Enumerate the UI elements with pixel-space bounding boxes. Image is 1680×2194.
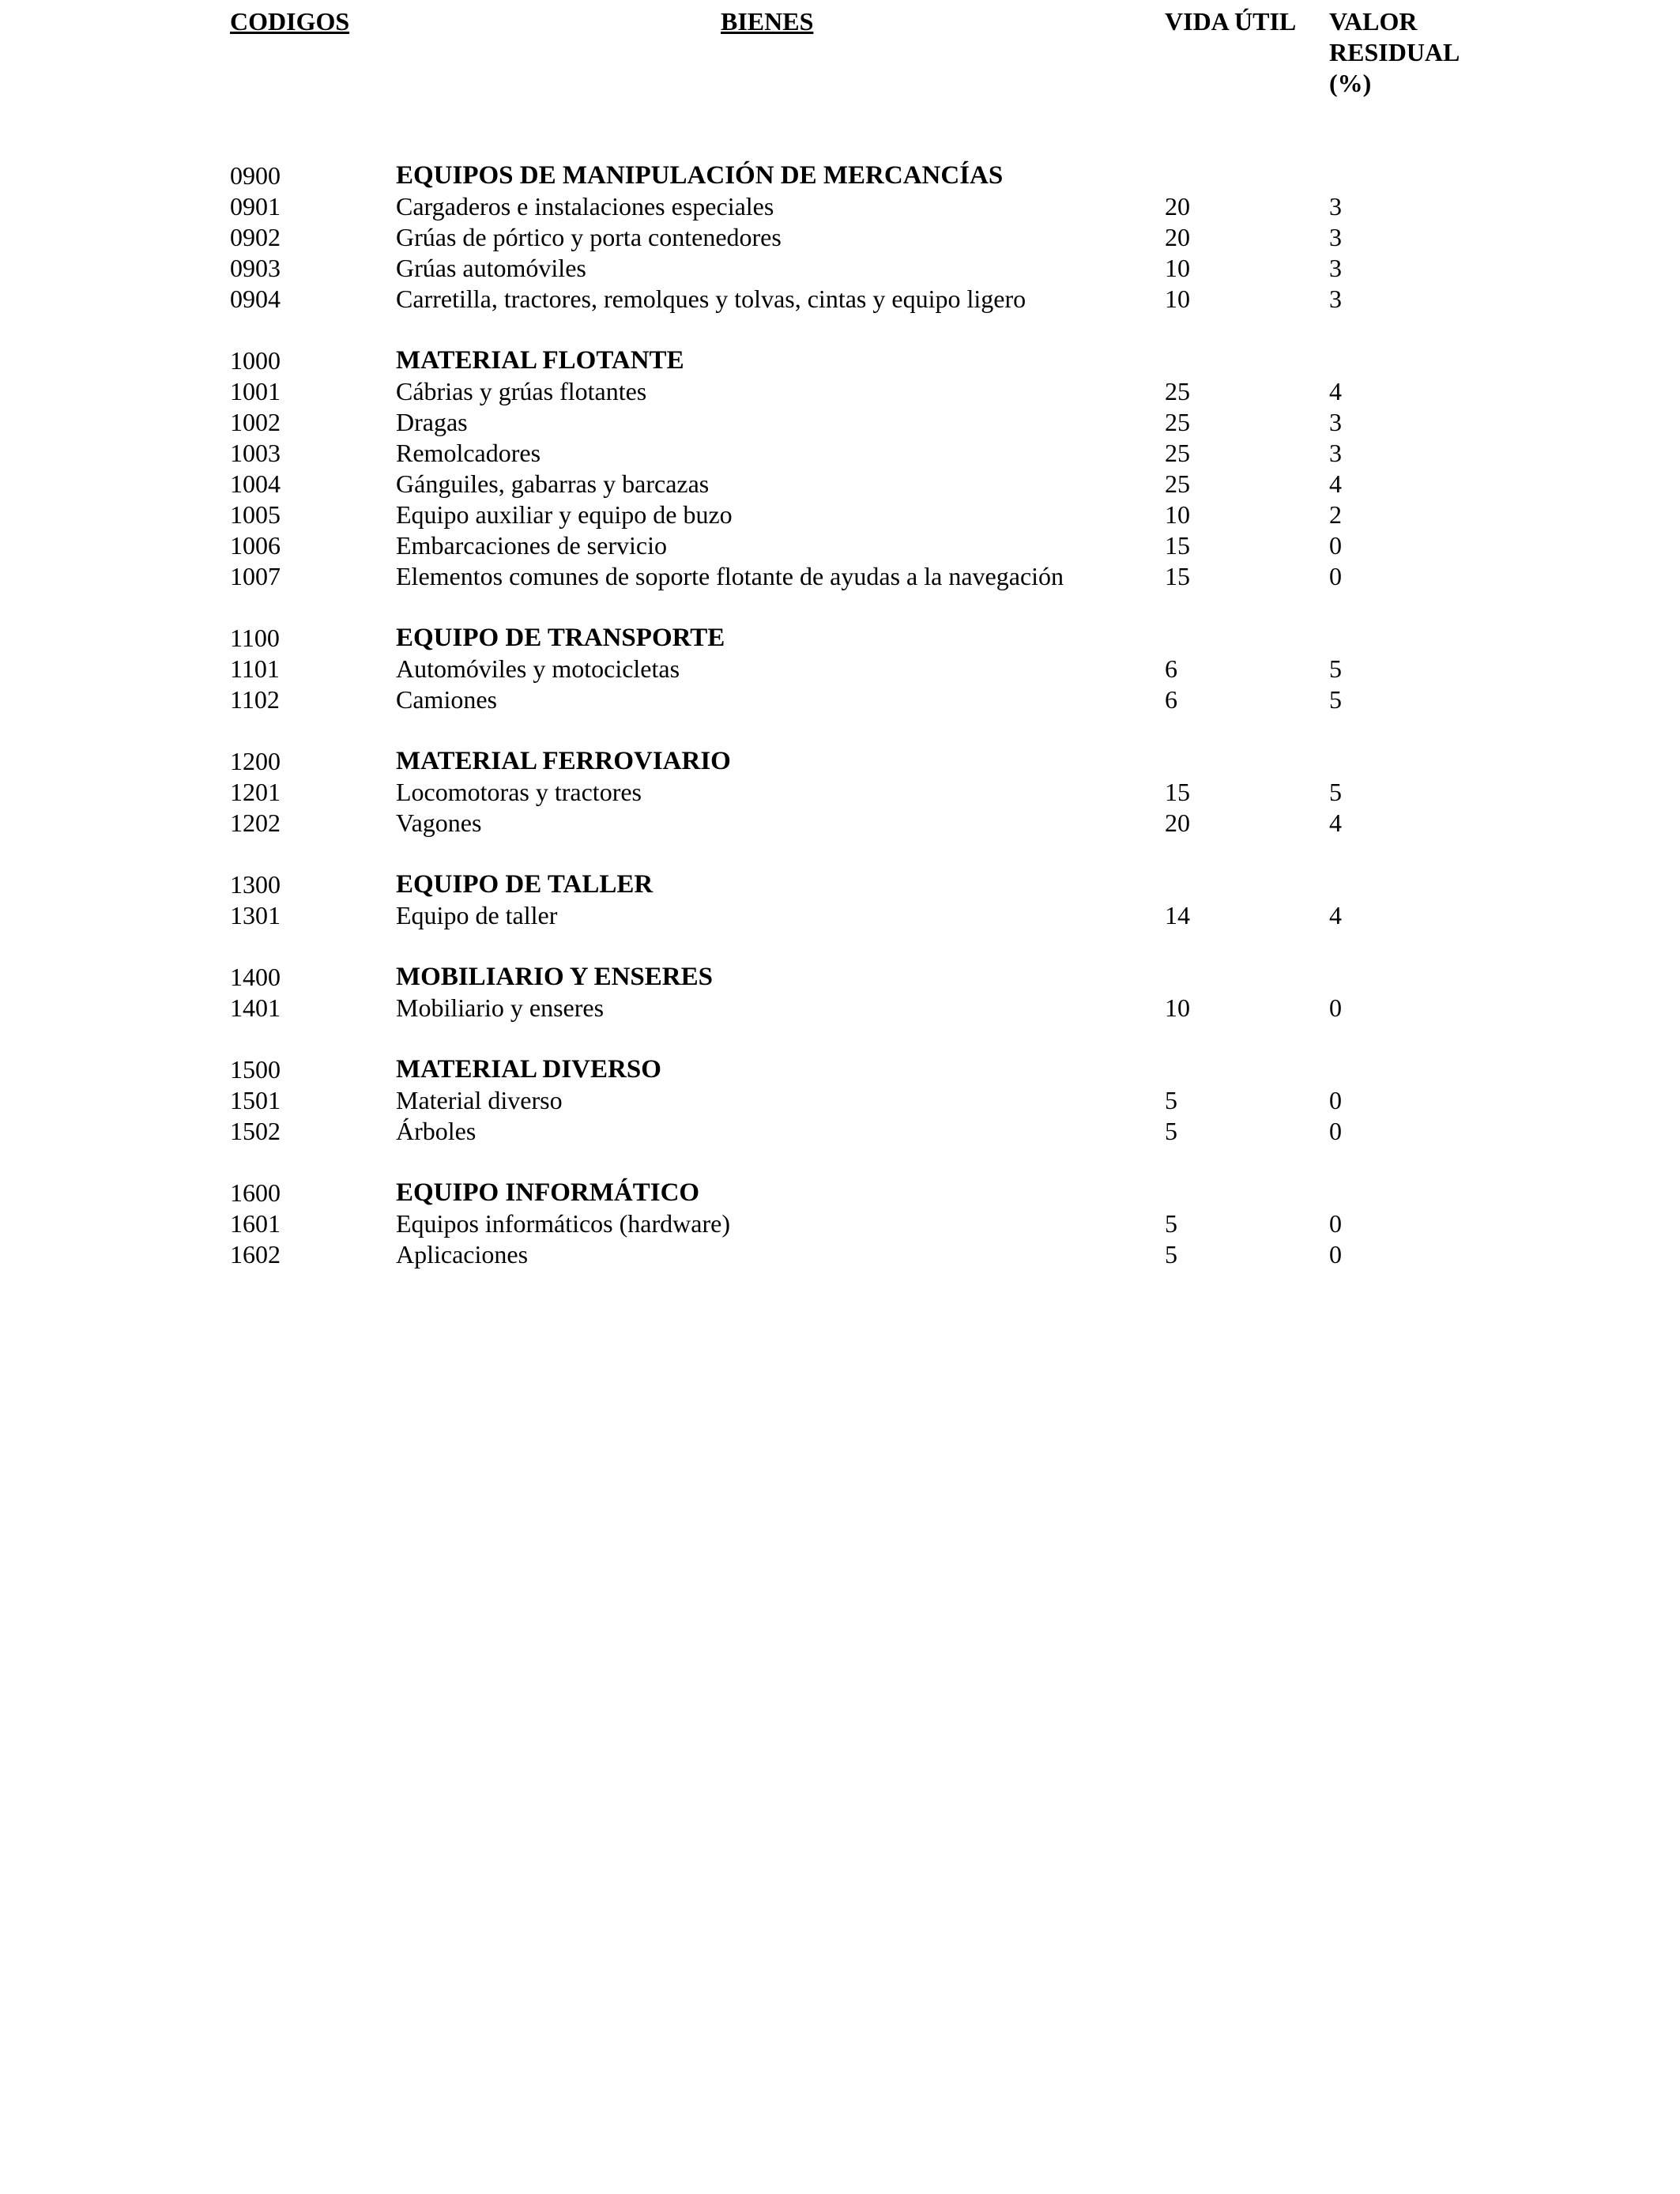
item-vida-util: 25 — [1165, 408, 1190, 436]
item-vida-util: 15 — [1165, 778, 1190, 806]
item-name: Árboles — [396, 1117, 477, 1145]
item-code: 1002 — [230, 408, 281, 436]
item-name: Dragas — [396, 408, 468, 436]
asset-group — [0, 623, 1680, 715]
item-code: 1602 — [230, 1240, 281, 1269]
category-title: MATERIAL FLOTANTE — [396, 346, 684, 375]
category-row — [0, 869, 1680, 900]
table-row — [0, 1239, 1680, 1270]
item-name: Aplicaciones — [396, 1240, 529, 1269]
item-valor-residual: 5 — [1329, 778, 1342, 806]
asset-group — [0, 160, 1680, 315]
category-code: 0900 — [230, 161, 281, 190]
item-vida-util: 5 — [1165, 1086, 1177, 1114]
item-code: 1101 — [230, 654, 280, 683]
table-row — [0, 191, 1680, 222]
item-code: 1005 — [230, 500, 281, 529]
item-name: Mobiliario y enseres — [396, 993, 605, 1022]
item-valor-residual: 3 — [1329, 285, 1342, 313]
table-row — [0, 561, 1680, 592]
table-row — [0, 777, 1680, 808]
category-row — [0, 1178, 1680, 1208]
asset-group — [0, 1178, 1680, 1270]
item-name: Equipo de taller — [396, 901, 558, 929]
item-valor-residual: 5 — [1329, 685, 1342, 714]
item-name: Elementos comunes de soporte flotante de ayudas a la navegación — [396, 562, 1064, 590]
item-valor-residual: 0 — [1329, 1086, 1342, 1114]
table-row — [0, 222, 1680, 253]
category-row — [0, 746, 1680, 777]
category-title: EQUIPO DE TRANSPORTE — [396, 624, 725, 652]
item-code: 1003 — [230, 439, 281, 467]
item-vida-util: 20 — [1165, 223, 1190, 251]
item-valor-residual: 3 — [1329, 439, 1342, 467]
table-row — [0, 376, 1680, 407]
category-title: MATERIAL FERROVIARIO — [396, 747, 731, 775]
item-vida-util: 15 — [1165, 562, 1190, 590]
category-title: MATERIAL DIVERSO — [396, 1055, 661, 1084]
group-spacer — [0, 1147, 1680, 1178]
table-row — [0, 900, 1680, 931]
table-row — [0, 808, 1680, 839]
category-code: 1500 — [230, 1055, 281, 1084]
asset-group — [0, 869, 1680, 931]
item-valor-residual: 0 — [1329, 1117, 1342, 1145]
item-valor-residual: 0 — [1329, 993, 1342, 1022]
item-valor-residual: 2 — [1329, 500, 1342, 529]
item-name: Gánguiles, gabarras y barcazas — [396, 469, 710, 498]
group-spacer — [0, 592, 1680, 623]
item-valor-residual: 3 — [1329, 192, 1342, 221]
item-vida-util: 6 — [1165, 685, 1177, 714]
item-code: 1006 — [230, 531, 281, 560]
table-row — [0, 654, 1680, 684]
item-name: Equipos informáticos (hardware) — [396, 1209, 730, 1238]
table-row — [0, 530, 1680, 561]
asset-table — [0, 160, 1680, 1270]
asset-group — [0, 345, 1680, 592]
header-vida-util: VIDA ÚTIL — [1165, 7, 1297, 36]
item-valor-residual: 0 — [1329, 1240, 1342, 1269]
item-valor-residual: 3 — [1329, 254, 1342, 282]
category-code: 1100 — [230, 624, 280, 652]
item-code: 1401 — [230, 993, 281, 1022]
table-row — [0, 407, 1680, 438]
item-code: 1601 — [230, 1209, 281, 1238]
item-vida-util: 20 — [1165, 192, 1190, 221]
category-code: 1000 — [230, 346, 281, 375]
category-code: 1300 — [230, 870, 281, 899]
item-name: Equipo auxiliar y equipo de buzo — [396, 500, 733, 529]
category-row — [0, 623, 1680, 654]
item-name: Carretilla, tractores, remolques y tolvas, cintas y equipo ligero — [396, 285, 1026, 313]
group-spacer — [0, 839, 1680, 869]
item-code: 1501 — [230, 1086, 281, 1114]
item-valor-residual: 4 — [1329, 469, 1342, 498]
table-row — [0, 499, 1680, 530]
item-name: Grúas de pórtico y porta contenedores — [396, 223, 782, 251]
item-vida-util: 10 — [1165, 500, 1190, 529]
table-row — [0, 993, 1680, 1023]
item-valor-residual: 5 — [1329, 654, 1342, 683]
item-code: 0902 — [230, 223, 281, 251]
asset-group — [0, 746, 1680, 839]
group-spacer — [0, 1023, 1680, 1054]
table-row — [0, 1116, 1680, 1147]
item-code: 0904 — [230, 285, 281, 313]
category-title: EQUIPO DE TALLER — [396, 870, 654, 899]
category-title: MOBILIARIO Y ENSERES — [396, 963, 713, 991]
category-row — [0, 160, 1680, 191]
item-vida-util: 5 — [1165, 1209, 1177, 1238]
category-code: 1600 — [230, 1178, 281, 1207]
table-row — [0, 1208, 1680, 1239]
asset-group — [0, 1054, 1680, 1147]
item-name: Cábrias y grúas flotantes — [396, 377, 647, 405]
item-code: 1301 — [230, 901, 281, 929]
category-code: 1200 — [230, 747, 281, 775]
item-code: 1102 — [230, 685, 280, 714]
item-name: Embarcaciones de servicio — [396, 531, 667, 560]
group-spacer — [0, 931, 1680, 962]
item-vida-util: 5 — [1165, 1240, 1177, 1269]
table-row — [0, 284, 1680, 315]
item-valor-residual: 4 — [1329, 901, 1342, 929]
group-spacer — [0, 315, 1680, 345]
header-bienes: BIENES — [721, 7, 814, 36]
item-vida-util: 14 — [1165, 901, 1190, 929]
category-code: 1400 — [230, 963, 281, 991]
item-valor-residual: 0 — [1329, 562, 1342, 590]
item-name: Remolcadores — [396, 439, 541, 467]
table-row — [0, 438, 1680, 469]
item-vida-util: 10 — [1165, 285, 1190, 313]
item-name: Automóviles y motocicletas — [396, 654, 680, 683]
item-code: 1007 — [230, 562, 281, 590]
item-vida-util: 15 — [1165, 531, 1190, 560]
item-vida-util: 20 — [1165, 809, 1190, 837]
item-name: Vagones — [396, 809, 482, 837]
table-row — [0, 253, 1680, 284]
item-vida-util: 10 — [1165, 254, 1190, 282]
table-row — [0, 684, 1680, 715]
header-valor-residual: VALOR RESIDUAL (%) — [1329, 7, 1460, 97]
item-vida-util: 10 — [1165, 993, 1190, 1022]
table-row — [0, 1085, 1680, 1116]
item-valor-residual: 0 — [1329, 1209, 1342, 1238]
item-name: Locomotoras y tractores — [396, 778, 642, 806]
item-valor-residual: 3 — [1329, 408, 1342, 436]
item-code: 0901 — [230, 192, 281, 221]
table-row — [0, 469, 1680, 499]
category-title: EQUIPOS DE MANIPULACIÓN DE MERCANCÍAS — [396, 161, 1004, 190]
item-valor-residual: 3 — [1329, 223, 1342, 251]
item-code: 1201 — [230, 778, 281, 806]
item-name: Cargaderos e instalaciones especiales — [396, 192, 774, 221]
item-name: Grúas automóviles — [396, 254, 586, 282]
item-code: 0903 — [230, 254, 281, 282]
item-vida-util: 5 — [1165, 1117, 1177, 1145]
item-code: 1202 — [230, 809, 281, 837]
header-codigos: CODIGOS — [230, 7, 350, 36]
category-row — [0, 345, 1680, 376]
item-code: 1001 — [230, 377, 281, 405]
item-valor-residual: 4 — [1329, 377, 1342, 405]
item-vida-util: 25 — [1165, 469, 1190, 498]
category-row — [0, 1054, 1680, 1085]
item-name: Material diverso — [396, 1086, 563, 1114]
item-code: 1004 — [230, 469, 281, 498]
item-vida-util: 25 — [1165, 439, 1190, 467]
item-vida-util: 6 — [1165, 654, 1177, 683]
item-vida-util: 25 — [1165, 377, 1190, 405]
item-valor-residual: 0 — [1329, 531, 1342, 560]
category-row — [0, 962, 1680, 993]
item-valor-residual: 4 — [1329, 809, 1342, 837]
group-spacer — [0, 715, 1680, 746]
asset-group — [0, 962, 1680, 1023]
category-title: EQUIPO INFORMÁTICO — [396, 1178, 700, 1207]
item-name: Camiones — [396, 685, 497, 714]
item-code: 1502 — [230, 1117, 281, 1145]
